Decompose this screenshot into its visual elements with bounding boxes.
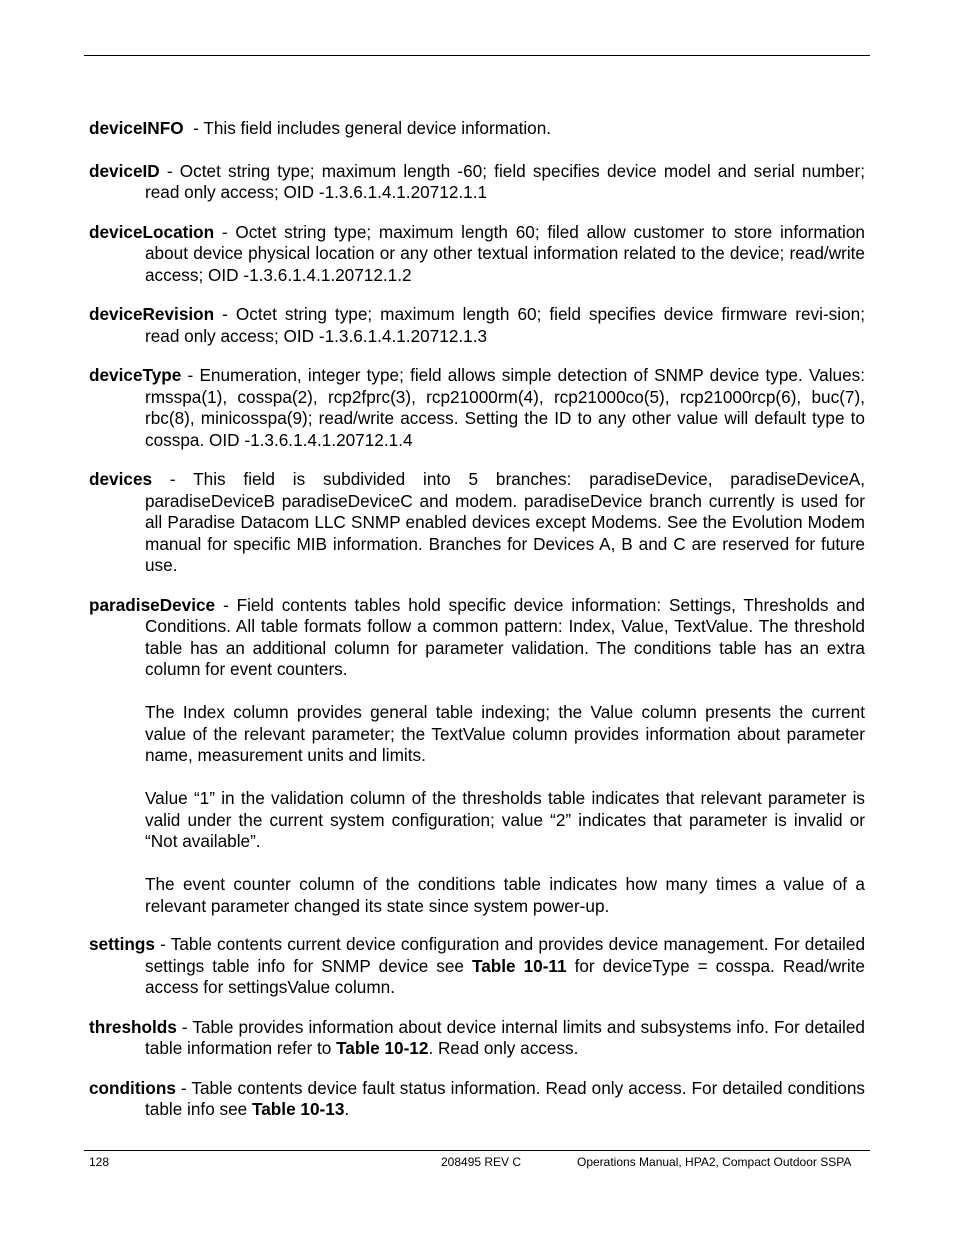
entry-devices [89, 469, 865, 577]
entry-conditions [89, 1078, 865, 1121]
entry-devicelocation [89, 222, 865, 287]
definition-devicelocation: - Octet string type; maximum length 60; filed allow customer to store information about device physical location or any other textual information related to the device; read/write access; OID -1.3.6.1.4.1.20712.1.2 [145, 221, 865, 285]
term-deviceid: deviceID [89, 160, 160, 181]
entry-devicetype [89, 365, 865, 451]
definition-conditions-a: - Table contents device fault status information. Read only access. For detailed conditions table info see [145, 1077, 865, 1119]
paradisedevice-paragraph-validation: Value “1” in the validation column of the thresholds table indicates that relevant parameter is valid under the current system configuration; value “2” indicates that parameter is invalid or “Not available”. [145, 788, 865, 851]
term-settings: settings [89, 934, 155, 954]
header-rule [84, 55, 870, 56]
entry-thresholds [89, 1017, 865, 1060]
definition-devicetype: - Enumeration, integer type; field allows simple detection of SNMP device type. Values: rmsspa(1), cosspa(2), rcp2fprc(3), rcp21000rm(4), rcp21000co(5), rcp21000rcp(6), buc(7), rbc(8), minicosspa(9); read/write access. Setting the ID to any other value will default type to cosspa. OID -1.3.6.1.4.1.20712.1.4 [145, 365, 865, 450]
term-paradisedevice: paradiseDevice [89, 594, 216, 615]
paradisedevice-paragraph-index: The Index column provides general table indexing; the Value column presents the current value of the relevant parameter; the TextValue column provides information about parameter name, measurement units and limits. [145, 702, 865, 765]
term-conditions: conditions [89, 1077, 176, 1098]
definition-thresholds-b: . Read only access. [428, 1038, 579, 1058]
term-devicetype: deviceType [89, 365, 182, 385]
term-devicelocation: deviceLocation [89, 221, 215, 242]
definition-deviceid: - Octet string type; maximum length -60; field specifies device model and serial number; read only access; OID -1.3.6.1.4.1.20712.1.1 [145, 160, 865, 202]
definition-devices: - This field is subdivided into 5 branches: paradiseDevice, paradiseDeviceA, paradiseDeviceB paradiseDeviceC and modem. paradiseDevice branch currently is used for all Paradise Datacom LLC SNMP enabled devices except Modems. See the Evolution Modem manual for specific MIB information. Branches for Devices A, B and C are reserved for future use. [145, 469, 865, 575]
definition-settings-a: - Table contents current device configuration and provides device management. For detailed settings table info for SNMP device see [145, 934, 865, 976]
definition-paradisedevice: - Field contents tables hold specific device information: Settings, Thresholds and Conditions. All table formats follow a common pattern: Index, Value, TextValue. The threshold table has an additional column for parameter validation. The conditions table has an extra column for event counters. [145, 594, 865, 679]
document-body [89, 118, 865, 1139]
table-reference-10-13[interactable]: Table 10-13 [252, 1099, 345, 1119]
footer-manual-title: Operations Manual, HPA2, Compact Outdoor SSPA [577, 1155, 852, 1169]
definition-deviceinfo: - This field includes general device information. [183, 118, 552, 138]
definition-devicerevision: - Octet string type; maximum length 60; field specifies device firmware revi-sion; read only access; OID -1.3.6.1.4.1.20712.1.3 [145, 304, 865, 346]
term-devicerevision: deviceRevision [89, 304, 215, 324]
footer-document-number: 208495 REV C [441, 1155, 522, 1169]
entry-deviceid [89, 161, 865, 204]
term-devices: devices [89, 469, 153, 489]
footer-page-number: 128 [89, 1155, 110, 1169]
table-reference-10-12[interactable]: Table 10-12 [336, 1038, 429, 1058]
entry-deviceinfo [89, 118, 865, 140]
entry-settings [89, 934, 865, 999]
definition-settings-b: for deviceType = cosspa. Read/write access for settingsValue column. [145, 955, 865, 997]
term-thresholds: thresholds [89, 1016, 177, 1037]
entry-paradisedevice [89, 595, 865, 681]
term-deviceinfo: deviceINFO [89, 118, 184, 138]
table-reference-10-11[interactable]: Table 10-11 [471, 955, 567, 976]
definition-conditions-b: . [344, 1099, 350, 1119]
definition-thresholds-a: - Table provides information about device internal limits and subsystems info. For detailed table information refer to [145, 1016, 865, 1058]
entry-devicerevision [89, 304, 865, 347]
footer-rule [84, 1150, 870, 1151]
paradisedevice-paragraph-event-counter: The event counter column of the conditions table indicates how many times a value of a relevant parameter changed its state since system power-up. [145, 874, 865, 916]
